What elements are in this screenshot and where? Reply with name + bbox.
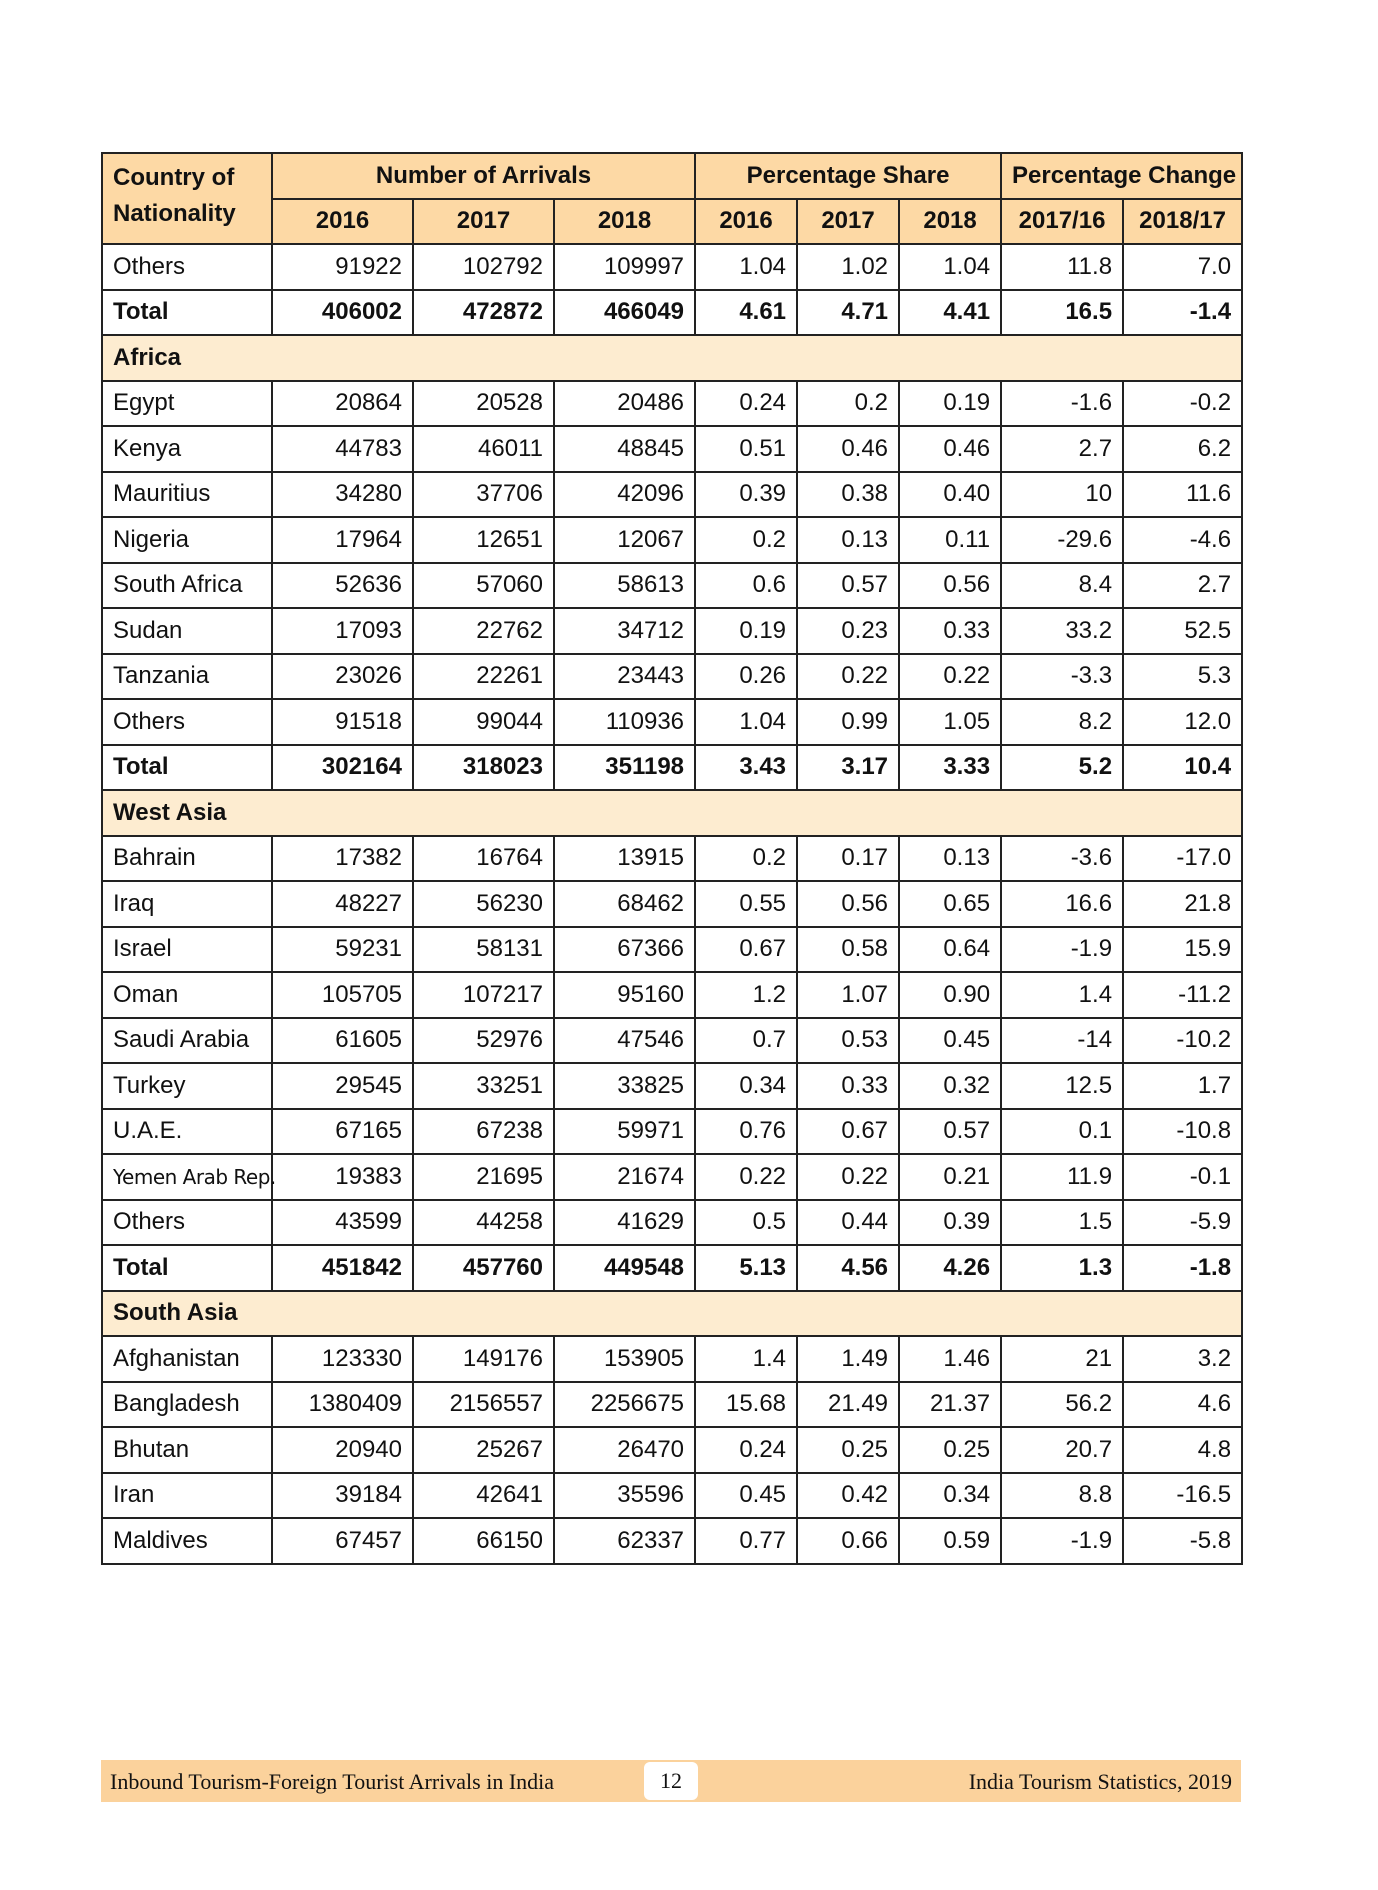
table-row (102, 972, 1242, 1018)
country-name-cell: Bangladesh (102, 1382, 272, 1428)
value-cell: 0.76 (695, 1109, 797, 1155)
table-row (102, 426, 1242, 472)
value-cell: 0.22 (797, 1154, 899, 1200)
country-name-cell: Turkey (102, 1063, 272, 1109)
value-cell: 109997 (554, 244, 695, 290)
value-cell: 33.2 (1001, 608, 1123, 654)
value-cell: 15.68 (695, 1382, 797, 1428)
value-cell: 0.23 (797, 608, 899, 654)
year-header: 2017/16 (1001, 199, 1123, 245)
value-cell: -10.8 (1123, 1109, 1242, 1155)
country-name-cell: South Africa (102, 563, 272, 609)
country-name-cell: Total (102, 290, 272, 336)
value-cell: 17382 (272, 836, 413, 882)
value-cell: 0.21 (899, 1154, 1001, 1200)
value-cell: 0.33 (899, 608, 1001, 654)
table-row (102, 517, 1242, 563)
value-cell: 13915 (554, 836, 695, 882)
value-cell: 35596 (554, 1473, 695, 1519)
value-cell: 21.49 (797, 1382, 899, 1428)
value-cell: 3.2 (1123, 1336, 1242, 1382)
value-cell: 0.64 (899, 927, 1001, 973)
value-cell: 6.2 (1123, 426, 1242, 472)
value-cell: 25267 (413, 1427, 554, 1473)
value-cell: 42096 (554, 472, 695, 518)
value-cell: 0.33 (797, 1063, 899, 1109)
table-row (102, 836, 1242, 882)
region-header-row (102, 790, 1242, 836)
value-cell: -3.3 (1001, 654, 1123, 700)
value-cell: 0.55 (695, 881, 797, 927)
table-row (102, 244, 1242, 290)
value-cell: 22762 (413, 608, 554, 654)
value-cell: 5.2 (1001, 745, 1123, 791)
value-cell: 0.45 (899, 1018, 1001, 1064)
value-cell: 48227 (272, 881, 413, 927)
value-cell: -17.0 (1123, 836, 1242, 882)
value-cell: 0.46 (899, 426, 1001, 472)
value-cell: 0.34 (695, 1063, 797, 1109)
value-cell: 8.8 (1001, 1473, 1123, 1519)
value-cell: 0.44 (797, 1200, 899, 1246)
table-row (102, 1518, 1242, 1564)
group-header-change: Percentage Change (1001, 153, 1242, 199)
value-cell: -1.9 (1001, 1518, 1123, 1564)
value-cell: -1.8 (1123, 1245, 1242, 1291)
country-name-cell: Sudan (102, 608, 272, 654)
arrivals-table (101, 152, 1243, 1565)
table-row (102, 699, 1242, 745)
value-cell: 20940 (272, 1427, 413, 1473)
value-cell: 1.05 (899, 699, 1001, 745)
region-label: Africa (102, 335, 1242, 381)
value-cell: 0.45 (695, 1473, 797, 1519)
value-cell: 457760 (413, 1245, 554, 1291)
value-cell: 0.5 (695, 1200, 797, 1246)
value-cell: 2256675 (554, 1382, 695, 1428)
value-cell: 21 (1001, 1336, 1123, 1382)
value-cell: 67366 (554, 927, 695, 973)
value-cell: -1.4 (1123, 290, 1242, 336)
value-cell: -1.9 (1001, 927, 1123, 973)
value-cell: 47546 (554, 1018, 695, 1064)
value-cell: 95160 (554, 972, 695, 1018)
value-cell: 10 (1001, 472, 1123, 518)
value-cell: 110936 (554, 699, 695, 745)
country-name-cell: Total (102, 745, 272, 791)
value-cell: 20864 (272, 381, 413, 427)
table-row (102, 1200, 1242, 1246)
value-cell: 11.6 (1123, 472, 1242, 518)
country-name-cell: Others (102, 244, 272, 290)
value-cell: 57060 (413, 563, 554, 609)
table-row (102, 1063, 1242, 1109)
page-footer (101, 1760, 1241, 1802)
country-name-cell: Iraq (102, 881, 272, 927)
value-cell: 12067 (554, 517, 695, 563)
table-row (102, 1427, 1242, 1473)
value-cell: 0.17 (797, 836, 899, 882)
table-row (102, 472, 1242, 518)
value-cell: 0.26 (695, 654, 797, 700)
value-cell: 0.46 (797, 426, 899, 472)
country-name-cell: Others (102, 1200, 272, 1246)
value-cell: 11.9 (1001, 1154, 1123, 1200)
value-cell: 37706 (413, 472, 554, 518)
year-header: 2017 (413, 199, 554, 245)
value-cell: 0.24 (695, 381, 797, 427)
table-body (102, 244, 1242, 1564)
value-cell: 39184 (272, 1473, 413, 1519)
value-cell: 0.53 (797, 1018, 899, 1064)
value-cell: 0.67 (797, 1109, 899, 1155)
value-cell: 19383 (272, 1154, 413, 1200)
value-cell: 52.5 (1123, 608, 1242, 654)
value-cell: -11.2 (1123, 972, 1242, 1018)
value-cell: 33825 (554, 1063, 695, 1109)
value-cell: 22261 (413, 654, 554, 700)
value-cell: 1.49 (797, 1336, 899, 1382)
value-cell: 0.32 (899, 1063, 1001, 1109)
value-cell: 5.13 (695, 1245, 797, 1291)
value-cell: 1.3 (1001, 1245, 1123, 1291)
country-name-cell: Afghanistan (102, 1336, 272, 1382)
value-cell: 44258 (413, 1200, 554, 1246)
value-cell: 8.2 (1001, 699, 1123, 745)
value-cell: 1.04 (899, 244, 1001, 290)
value-cell: 52636 (272, 563, 413, 609)
value-cell: 1380409 (272, 1382, 413, 1428)
value-cell: 3.33 (899, 745, 1001, 791)
country-header: Country of Nationality (102, 153, 272, 244)
value-cell: -0.1 (1123, 1154, 1242, 1200)
value-cell: 107217 (413, 972, 554, 1018)
value-cell: 20528 (413, 381, 554, 427)
value-cell: 12.0 (1123, 699, 1242, 745)
value-cell: 68462 (554, 881, 695, 927)
value-cell: 0.99 (797, 699, 899, 745)
region-label: West Asia (102, 790, 1242, 836)
value-cell: 153905 (554, 1336, 695, 1382)
value-cell: 16.5 (1001, 290, 1123, 336)
value-cell: 0.40 (899, 472, 1001, 518)
country-name-cell: Bahrain (102, 836, 272, 882)
group-header-arrivals: Number of Arrivals (272, 153, 695, 199)
value-cell: 0.2 (695, 836, 797, 882)
value-cell: 16.6 (1001, 881, 1123, 927)
country-name-cell: Kenya (102, 426, 272, 472)
country-name-cell: Iran (102, 1473, 272, 1519)
value-cell: 20486 (554, 381, 695, 427)
value-cell: 21.8 (1123, 881, 1242, 927)
value-cell: 0.90 (899, 972, 1001, 1018)
value-cell: 102792 (413, 244, 554, 290)
value-cell: 0.2 (797, 381, 899, 427)
country-name-cell: Maldives (102, 1518, 272, 1564)
value-cell: 0.1 (1001, 1109, 1123, 1155)
value-cell: 1.46 (899, 1336, 1001, 1382)
value-cell: 56230 (413, 881, 554, 927)
value-cell: 7.0 (1123, 244, 1242, 290)
value-cell: 0.57 (899, 1109, 1001, 1155)
value-cell: 62337 (554, 1518, 695, 1564)
country-name-cell: Tanzania (102, 654, 272, 700)
value-cell: 406002 (272, 290, 413, 336)
value-cell: 91922 (272, 244, 413, 290)
value-cell: 0.58 (797, 927, 899, 973)
value-cell: 16764 (413, 836, 554, 882)
country-name-cell: Oman (102, 972, 272, 1018)
value-cell: -5.9 (1123, 1200, 1242, 1246)
value-cell: 1.4 (695, 1336, 797, 1382)
table-row (102, 654, 1242, 700)
value-cell: 0.7 (695, 1018, 797, 1064)
value-cell: 0.65 (899, 881, 1001, 927)
value-cell: 48845 (554, 426, 695, 472)
value-cell: 12.5 (1001, 1063, 1123, 1109)
table-row (102, 881, 1242, 927)
value-cell: 67457 (272, 1518, 413, 1564)
value-cell: 58613 (554, 563, 695, 609)
table-row (102, 1018, 1242, 1064)
value-cell: 1.7 (1123, 1063, 1242, 1109)
value-cell: 41629 (554, 1200, 695, 1246)
value-cell: 23443 (554, 654, 695, 700)
country-name-cell: Saudi Arabia (102, 1018, 272, 1064)
page-number: 12 (644, 1762, 698, 1800)
value-cell: 0.19 (899, 381, 1001, 427)
value-cell: 17093 (272, 608, 413, 654)
value-cell: 0.11 (899, 517, 1001, 563)
value-cell: 451842 (272, 1245, 413, 1291)
year-header: 2018 (899, 199, 1001, 245)
value-cell: 449548 (554, 1245, 695, 1291)
value-cell: 20.7 (1001, 1427, 1123, 1473)
value-cell: 52976 (413, 1018, 554, 1064)
value-cell: 0.2 (695, 517, 797, 563)
value-cell: 351198 (554, 745, 695, 791)
value-cell: 56.2 (1001, 1382, 1123, 1428)
value-cell: 46011 (413, 426, 554, 472)
value-cell: 66150 (413, 1518, 554, 1564)
value-cell: 3.43 (695, 745, 797, 791)
value-cell: -14 (1001, 1018, 1123, 1064)
value-cell: 59971 (554, 1109, 695, 1155)
region-header-row (102, 335, 1242, 381)
value-cell: 59231 (272, 927, 413, 973)
country-name-cell: Others (102, 699, 272, 745)
value-cell: 302164 (272, 745, 413, 791)
value-cell: 0.22 (797, 654, 899, 700)
value-cell: 0.19 (695, 608, 797, 654)
value-cell: 0.51 (695, 426, 797, 472)
value-cell: 4.8 (1123, 1427, 1242, 1473)
value-cell: 44783 (272, 426, 413, 472)
value-cell: 0.57 (797, 563, 899, 609)
value-cell: 466049 (554, 290, 695, 336)
value-cell: 43599 (272, 1200, 413, 1246)
value-cell: 21695 (413, 1154, 554, 1200)
value-cell: 1.04 (695, 699, 797, 745)
total-row (102, 745, 1242, 791)
arrivals-table-container (101, 152, 1241, 1565)
year-header: 2017 (797, 199, 899, 245)
country-name-cell: Nigeria (102, 517, 272, 563)
value-cell: 318023 (413, 745, 554, 791)
value-cell: 0.66 (797, 1518, 899, 1564)
country-name-cell: Total (102, 1245, 272, 1291)
value-cell: 67238 (413, 1109, 554, 1155)
value-cell: 17964 (272, 517, 413, 563)
group-header-share: Percentage Share (695, 153, 1001, 199)
value-cell: 4.71 (797, 290, 899, 336)
country-name-cell: Mauritius (102, 472, 272, 518)
value-cell: -1.6 (1001, 381, 1123, 427)
table-row (102, 608, 1242, 654)
value-cell: -16.5 (1123, 1473, 1242, 1519)
value-cell: 26470 (554, 1427, 695, 1473)
value-cell: 34712 (554, 608, 695, 654)
value-cell: 0.77 (695, 1518, 797, 1564)
value-cell: 34280 (272, 472, 413, 518)
footer-publication-title: India Tourism Statistics, 2019 (968, 1769, 1232, 1794)
value-cell: 0.25 (797, 1427, 899, 1473)
value-cell: -0.2 (1123, 381, 1242, 427)
value-cell: 4.26 (899, 1245, 1001, 1291)
value-cell: -10.2 (1123, 1018, 1242, 1064)
value-cell: 1.5 (1001, 1200, 1123, 1246)
value-cell: 0.38 (797, 472, 899, 518)
value-cell: 1.07 (797, 972, 899, 1018)
table-row (102, 1336, 1242, 1382)
value-cell: 0.42 (797, 1473, 899, 1519)
value-cell: 4.6 (1123, 1382, 1242, 1428)
year-header: 2018/17 (1123, 199, 1242, 245)
value-cell: 0.13 (797, 517, 899, 563)
value-cell: 2.7 (1123, 563, 1242, 609)
value-cell: 21.37 (899, 1382, 1001, 1428)
value-cell: -4.6 (1123, 517, 1242, 563)
value-cell: 3.17 (797, 745, 899, 791)
footer-section-title: Inbound Tourism-Foreign Tourist Arrivals in India (110, 1769, 555, 1794)
value-cell: 0.56 (797, 881, 899, 927)
value-cell: 23026 (272, 654, 413, 700)
value-cell: 2.7 (1001, 426, 1123, 472)
table-row (102, 927, 1242, 973)
region-label: South Asia (102, 1291, 1242, 1337)
value-cell: 61605 (272, 1018, 413, 1064)
year-header: 2018 (554, 199, 695, 245)
value-cell: 149176 (413, 1336, 554, 1382)
value-cell: 0.39 (695, 472, 797, 518)
table-row (102, 1154, 1242, 1200)
region-header-row (102, 1291, 1242, 1337)
header-row-years (102, 199, 1242, 245)
value-cell: 21674 (554, 1154, 695, 1200)
table-row (102, 1473, 1242, 1519)
value-cell: -29.6 (1001, 517, 1123, 563)
country-name-cell: U.A.E. (102, 1109, 272, 1155)
value-cell: 0.56 (899, 563, 1001, 609)
value-cell: 4.41 (899, 290, 1001, 336)
value-cell: 0.59 (899, 1518, 1001, 1564)
value-cell: 1.02 (797, 244, 899, 290)
country-name-cell: Egypt (102, 381, 272, 427)
value-cell: 0.67 (695, 927, 797, 973)
value-cell: 0.22 (695, 1154, 797, 1200)
value-cell: 0.39 (899, 1200, 1001, 1246)
value-cell: 0.6 (695, 563, 797, 609)
value-cell: 105705 (272, 972, 413, 1018)
value-cell: 8.4 (1001, 563, 1123, 609)
value-cell: 58131 (413, 927, 554, 973)
value-cell: 1.4 (1001, 972, 1123, 1018)
header-row-groups (102, 153, 1242, 199)
value-cell: 29545 (272, 1063, 413, 1109)
total-row (102, 290, 1242, 336)
value-cell: 1.2 (695, 972, 797, 1018)
table-header (102, 153, 1242, 244)
value-cell: 4.56 (797, 1245, 899, 1291)
value-cell: 0.22 (899, 654, 1001, 700)
value-cell: 0.34 (899, 1473, 1001, 1519)
value-cell: 0.25 (899, 1427, 1001, 1473)
value-cell: 91518 (272, 699, 413, 745)
value-cell: 2156557 (413, 1382, 554, 1428)
year-header: 2016 (695, 199, 797, 245)
value-cell: 123330 (272, 1336, 413, 1382)
value-cell: 67165 (272, 1109, 413, 1155)
table-row (102, 1382, 1242, 1428)
value-cell: 472872 (413, 290, 554, 336)
value-cell: 0.13 (899, 836, 1001, 882)
total-row (102, 1245, 1242, 1291)
table-row (102, 1109, 1242, 1155)
table-row (102, 381, 1242, 427)
country-name-cell: Israel (102, 927, 272, 973)
value-cell: 33251 (413, 1063, 554, 1109)
value-cell: -3.6 (1001, 836, 1123, 882)
value-cell: -5.8 (1123, 1518, 1242, 1564)
year-header: 2016 (272, 199, 413, 245)
table-row (102, 563, 1242, 609)
value-cell: 0.24 (695, 1427, 797, 1473)
value-cell: 12651 (413, 517, 554, 563)
value-cell: 42641 (413, 1473, 554, 1519)
value-cell: 10.4 (1123, 745, 1242, 791)
value-cell: 15.9 (1123, 927, 1242, 973)
country-name-cell: Yemen Arab Rep. (102, 1154, 272, 1200)
value-cell: 1.04 (695, 244, 797, 290)
country-name-cell: Bhutan (102, 1427, 272, 1473)
value-cell: 5.3 (1123, 654, 1242, 700)
value-cell: 4.61 (695, 290, 797, 336)
value-cell: 11.8 (1001, 244, 1123, 290)
value-cell: 99044 (413, 699, 554, 745)
